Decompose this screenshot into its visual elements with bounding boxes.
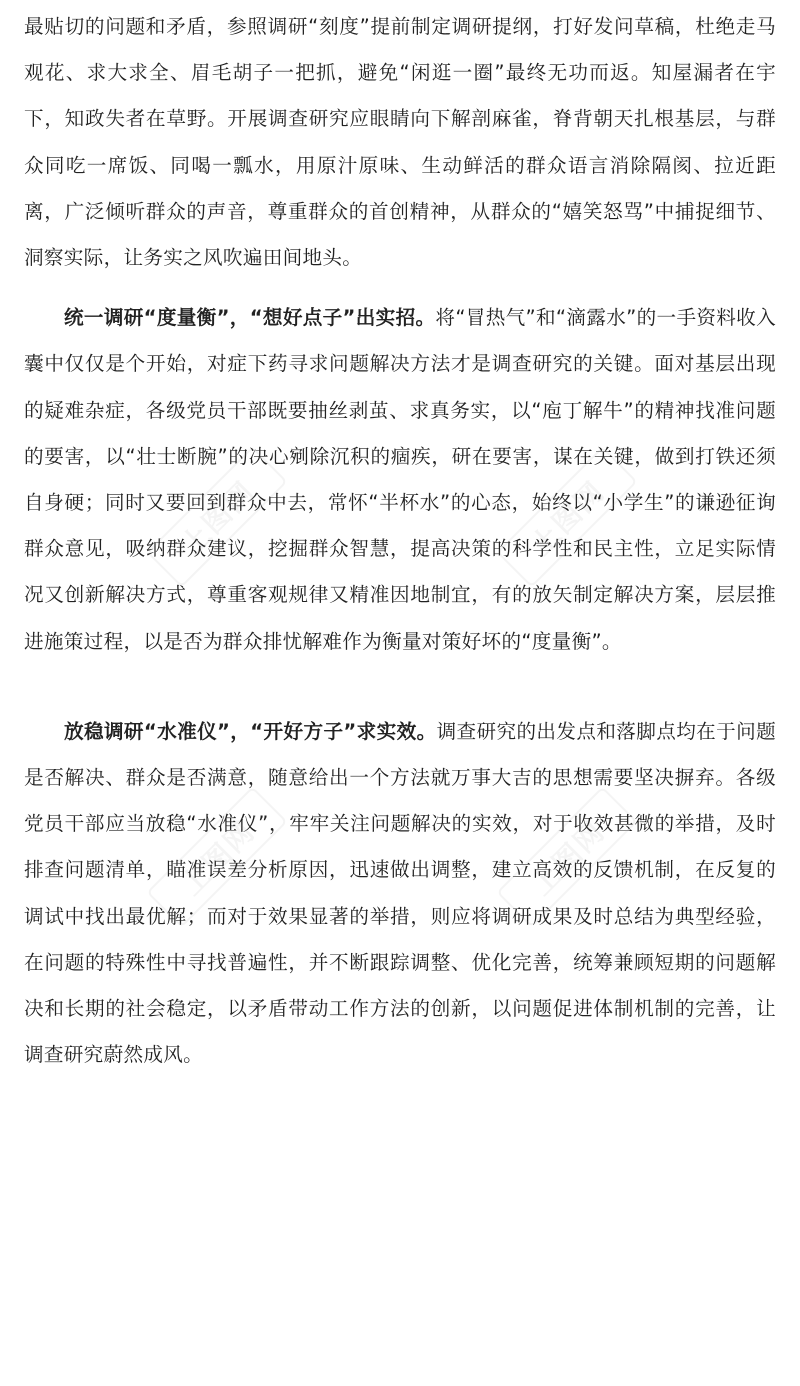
watermark-text: 上图网 <box>146 446 287 587</box>
paragraph-1 <box>24 4 776 281</box>
watermark-text: 上图网 <box>496 446 637 587</box>
paragraph-3-text: 调查研究的出发点和落脚点均在于问题是否解决、群众是否满意，随意给出一个方法就万事大吉的思想需要坚决摒弃。各级党员干部应当放稳“水准仪”，牢牢关注问题解决的实效，对于收效甚微的举措，及时排查问题清单，瞄准误差分析原因，迅速做出调整，建立高效的反馈机制，在反复的调试中找出最优解；而对于效果显著的举措，则应将调研成果及时总结为典型经验，在问题的特殊性中寻找普遍性，并不断跟踪调整、优化完善，统筹兼顾短期的问题解决和长期的社会稳定，以矛盾带动工作方法的创新，以问题促进体制机制的完善，让调查研究蔚然成风。 <box>24 719 776 1067</box>
paragraph-2 <box>24 295 776 665</box>
paragraph-1-text: 最贴切的问题和矛盾，参照调研“刻度”提前制定调研提纲，打好发问草稿，杜绝走马观花、求大求全、眉毛胡子一把抓，避免“闲逛一圈”最终无功而返。知屋漏者在宇下，知政失者在草野。开展调查研究应眼睛向下解剖麻雀，脊背朝天扎根基层，与群众同吃一席饭、同喝一瓢水，用原汁原味、生动鲜活的群众语言消除隔阂、拉近距离，广泛倾听群众的声音，尊重群众的首创精神，从群众的“嬉笑怒骂”中捕捉细节、洞察实际，让务实之风吹遍田间地头。 <box>24 15 776 270</box>
paragraph-3-lead: 放稳调研“水准仪”，“开好方子”求实效。 <box>64 719 437 743</box>
watermark-text: 上图网 <box>496 786 637 927</box>
paragraph-3 <box>24 709 776 1079</box>
paragraph-2-text: 将“冒热气”和“滴露水”的一手资料收入囊中仅仅是个开始，对症下药寻求问题解决方法才是调查研究的关键。面对基层出现的疑难杂症，各级党员干部既要抽丝剥茧、求真务实，以“庖丁解牛”的精神找准问题的要害，以“壮士断腕”的决心剜除沉积的痼疾，研在要害，谋在关键，做到打铁还须自身硬；同时又要回到群众中去，常怀“半杯水”的心态，始终以“小学生”的谦逊征询群众意见，吸纳群众建议，挖掘群众智慧，提高决策的科学性和民主性，立足实际情况又创新解决方式，尊重客观规律又精准因地制宜，有的放矢制定解决方案，层层推进施策过程，以是否为群众排忧解难作为衡量对策好坏的“度量衡”。 <box>24 306 776 653</box>
paragraph-2-lead: 统一调研“度量衡”，“想好点子”出实招。 <box>64 306 436 330</box>
watermark-text: 上图网 <box>146 786 287 927</box>
